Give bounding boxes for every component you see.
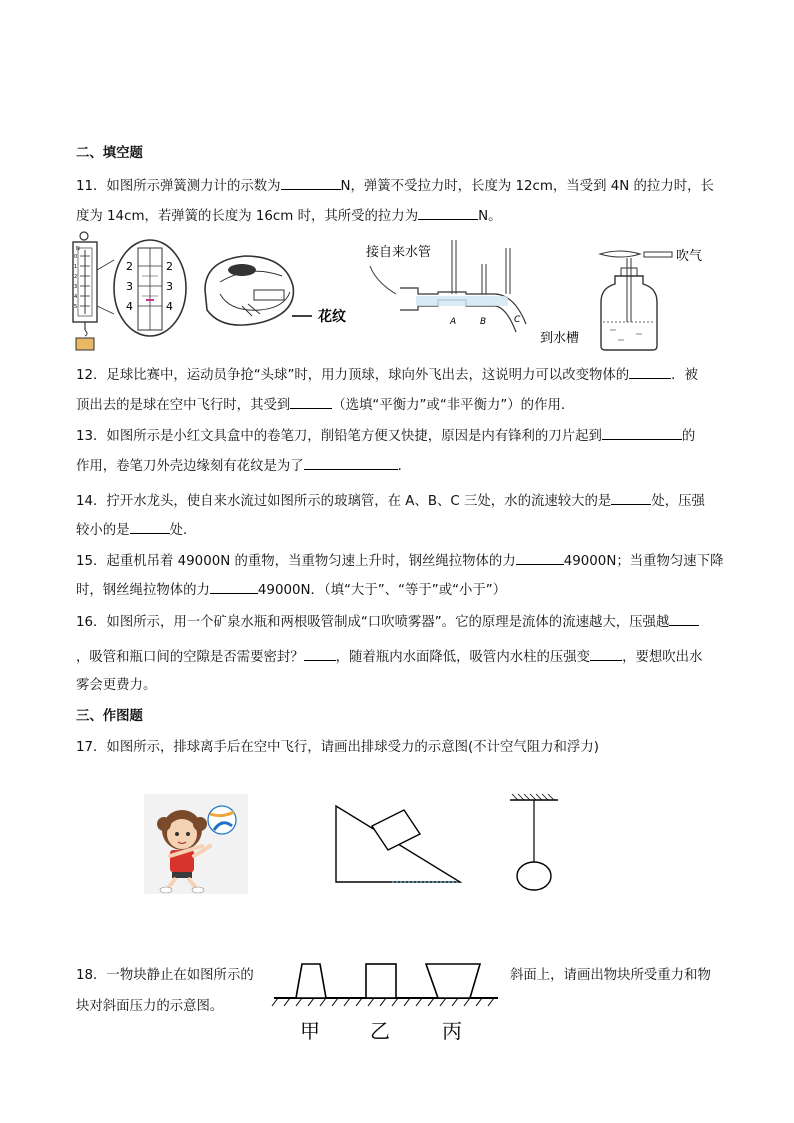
question-11-line-2: 度为 14cm，若弹簧的长度为 16cm 时，其所受的拉力为 N。 <box>76 205 502 227</box>
question-15-line-1: 15．起重机吊着 49000N 的重物，当重物匀速上升时，钢丝绳拉物体的力 49000N；当重物匀速下降 <box>76 550 723 572</box>
figures-row-2-svg <box>140 790 580 900</box>
question-18-line-1b: 斜面上，请画出物块所受重力和物 <box>510 968 711 983</box>
zoom-label-left-4: 4 <box>126 300 133 313</box>
block-on-incline-figure <box>336 806 460 882</box>
hanging-ball-figure <box>510 794 558 890</box>
spring-scale-figure <box>73 232 114 350</box>
question-14-line-1: 14．拧开水龙头，使自来水流过如图所示的玻璃管，在 A、B、C 三处，水的流速较大的是 处，压强 <box>76 490 705 512</box>
sprayer-label: 吹气 <box>676 249 703 264</box>
block-bing <box>426 964 480 998</box>
pipe-top-label: 接自来水管 <box>366 245 432 260</box>
question-13-line-1: 13．如图所示是小红文具盒中的卷笔刀，削铅笔方便又快捷，原因是内有锋利的刀片起到 的 <box>76 425 695 447</box>
zoom-label-left-3: 3 <box>126 280 133 293</box>
zoom-label-right-4: 4 <box>166 300 173 313</box>
answer-blank[interactable] <box>418 205 478 220</box>
question-18-line-2: 块对斜面压力的示意图。 <box>76 999 224 1014</box>
pencil-sharpener-figure <box>205 256 346 325</box>
answer-blank[interactable] <box>304 455 398 470</box>
sprayer-bottle-figure <box>600 249 702 350</box>
question-13-line-2: 作用，卷笔刀外壳边缘刻有花纹是为了 ． <box>76 455 411 477</box>
glass-pipe-figure <box>366 240 579 346</box>
section-heading-drawing: 三、作图题 <box>76 709 143 724</box>
question-16-line-2: ，吸管和瓶口间的空隙是否需要密封？ ，随着瓶内水面降低，吸管内水柱的压强变 ，要想吹出水 <box>76 646 702 668</box>
pipe-out-label: 到水槽 <box>540 331 580 346</box>
scale-label-3: 3 <box>74 284 78 290</box>
zoom-label-right-2: 2 <box>166 260 173 273</box>
block-yi <box>366 964 396 998</box>
pipe-point-b: B <box>480 317 487 327</box>
question-12-line-2: 顶出去的是球在空中飞行时，其受到 （选填“平衡力”或“非平衡力”）的作用． <box>76 394 574 416</box>
question-17-text: 17．如图所示，排球离手后在空中飞行，请画出排球受力的示意图(不计空气阻力和浮力) <box>76 740 599 755</box>
answer-blank[interactable] <box>290 394 332 409</box>
scale-label-0: 0 <box>74 254 78 260</box>
answer-blank[interactable] <box>590 646 622 661</box>
label-bing: 丙 <box>442 1019 462 1043</box>
scale-label-1: 1 <box>74 264 78 270</box>
volleyball-girl-figure <box>144 794 248 894</box>
figures-row-1-svg <box>70 230 730 356</box>
question-18-line-1a: 18．一物块静止在如图所示的 <box>76 968 254 983</box>
block-jia <box>296 964 326 998</box>
pipe-point-c: C <box>514 315 521 325</box>
question-16-line-1: 16．如图所示，用一个矿泉水瓶和两根吸管制成“口吹喷雾器”。它的原理是流体的流速越大，压强越 <box>76 611 699 633</box>
answer-blank[interactable] <box>516 550 564 565</box>
answer-blank[interactable] <box>281 175 341 190</box>
three-blocks-svg <box>270 960 502 1046</box>
scale-label-n: N <box>76 246 80 252</box>
zoom-label-right-3: 3 <box>166 280 173 293</box>
answer-blank[interactable] <box>669 611 699 626</box>
question-16-line-3: 雾会更费力。 <box>76 678 157 693</box>
label-yi: 乙 <box>370 1019 390 1043</box>
answer-blank[interactable] <box>629 364 671 379</box>
answer-blank[interactable] <box>611 490 651 505</box>
figures-row-2 <box>140 790 580 900</box>
question-12-line-1: 12．足球比赛中，运动员争抢“头球”时，用力顶球，球向外飞出去，这说明力可以改变物体的 ．被 <box>76 364 698 386</box>
scale-label-4: 4 <box>74 294 78 300</box>
scale-label-5: 5 <box>74 304 78 310</box>
question-14-line-2: 较小的是 处． <box>76 519 196 541</box>
scale-zoom-figure <box>114 240 186 336</box>
label-jia: 甲 <box>300 1019 320 1043</box>
answer-blank[interactable] <box>602 425 682 440</box>
question-15-line-2: 时，钢丝绳拉物体的力 49000N．（填“大于”、“等于”或“小于”） <box>76 579 506 601</box>
zoom-label-left-2: 2 <box>126 260 133 273</box>
answer-blank[interactable] <box>304 646 336 661</box>
question-11-line-1: 11．如图所示弹簧测力计的示数为 N，弹簧不受拉力时，长度为 12cm，当受到 4N 的拉力时，长 <box>76 175 714 197</box>
section-heading-fill-blank: 二、填空题 <box>76 146 143 161</box>
scale-label-2: 2 <box>74 274 78 280</box>
answer-blank[interactable] <box>130 519 170 534</box>
pipe-point-a: A <box>450 317 457 327</box>
sharpener-label: 花纹 <box>318 309 346 325</box>
figures-row-1 <box>70 230 730 356</box>
three-blocks-figure <box>270 960 502 1046</box>
answer-blank[interactable] <box>210 579 258 594</box>
